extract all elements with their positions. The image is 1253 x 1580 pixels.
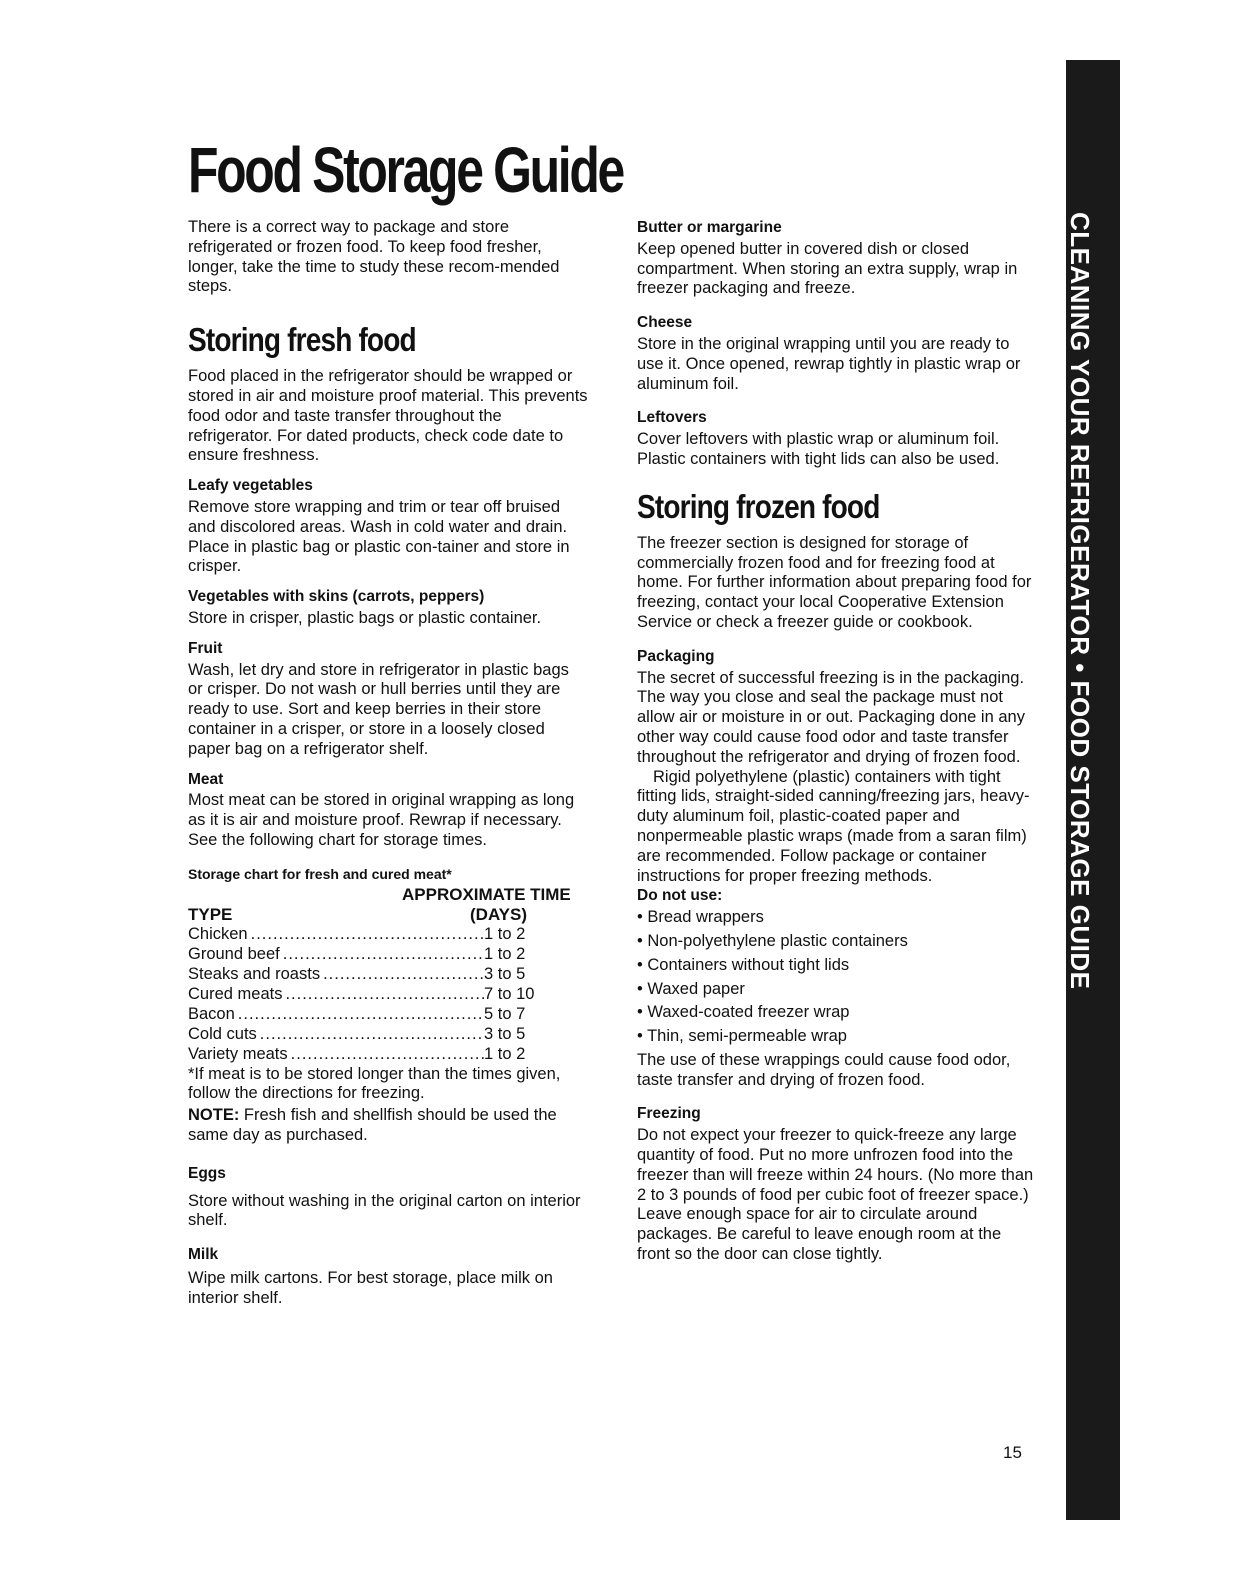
list-item: • Waxed-coated freezer wrap xyxy=(637,1003,1037,1023)
fruit-heading: Fruit xyxy=(188,639,223,657)
do-not-use-list xyxy=(637,908,1037,1047)
chart-title: Storage chart for fresh and cured meat* xyxy=(188,865,452,882)
row-leader-dots xyxy=(282,985,484,1005)
row-type: Chicken xyxy=(188,924,248,943)
row-type: Cured meats xyxy=(188,984,283,1003)
row-days: 3 to 5 xyxy=(484,1024,526,1043)
list-item: • Non-polyethylene plastic containers xyxy=(637,932,1037,952)
note-label: NOTE: xyxy=(188,1106,240,1125)
frozen-food-intro: The freezer section is designed for storage of commercially frozen food and for freezing food at home. For further information about preparing food for freezing, contact your local Cooperative Extension Service or check a freezer guide or cookbook. xyxy=(637,533,1032,631)
row-leader-dots xyxy=(248,925,484,945)
row-days: 3 to 5 xyxy=(484,964,526,983)
page-title: Food Storage Guide xyxy=(188,134,623,206)
note-text: Fresh fish and shellfish should be used the same day as purchased. xyxy=(188,1106,557,1144)
row-leader-dots xyxy=(280,945,484,965)
butter-text: Keep opened butter in covered dish or closed compartment. When storing an extra supply, wrap in freezer packaging and freeze. xyxy=(637,239,1018,298)
table-row xyxy=(188,1025,544,1045)
fresh-food-heading: Storing fresh food xyxy=(188,321,416,359)
packaging-heading: Packaging xyxy=(637,647,715,665)
leftovers-text: Cover leftovers with plastic wrap or aluminum foil. Plastic containers with tight lids can also be used. xyxy=(637,430,1000,468)
chart-footnote: *If meat is to be stored longer than the times given, follow the directions for freezing. xyxy=(188,1064,561,1103)
row-type: Steaks and roasts xyxy=(188,964,321,983)
chart-header-time: APPROXIMATE TIME xyxy=(402,884,571,904)
intro-paragraph: There is a correct way to package and store refrigerated or frozen food. To keep food fresher, longer, take the time to study these recom-mended steps. xyxy=(188,218,560,296)
frozen-food-heading: Storing frozen food xyxy=(637,487,880,525)
cheese-text: Store in the original wrapping until you are ready to use it. Once opened, rewrap tightly in plastic wrap or aluminum foil. xyxy=(637,334,1021,393)
note-paragraph xyxy=(188,1106,588,1146)
skins-vegetables-heading: Vegetables with skins (carrots, peppers) xyxy=(188,588,485,606)
eggs-heading: Eggs xyxy=(188,1164,226,1182)
row-days: 1 to 2 xyxy=(484,924,526,943)
chart-header-type: TYPE xyxy=(188,904,233,924)
table-row xyxy=(188,925,544,945)
table-row xyxy=(188,1045,544,1065)
list-item: • Waxed paper xyxy=(637,980,1037,1000)
row-days: 1 to 2 xyxy=(484,944,526,963)
fresh-food-intro: Food placed in the refrigerator should be wrapped or stored in air and moisture proof material. This prevents food odor and taste transfer throughout the refrigerator. For dated products, check code date to ensure freshness. xyxy=(188,367,588,465)
meat-heading: Meat xyxy=(188,770,224,788)
table-row xyxy=(188,1005,544,1025)
milk-text: Wipe milk cartons. For best storage, place milk on interior shelf. xyxy=(188,1268,553,1307)
fruit-text: Wash, let dry and store in refrigerator in plastic bags or crisper. Do not wash or hull berries until they are ready to use. Sort and keep berries in their store container in a crisper, or store in a loosely closed paper bag on a refrigerator shelf. xyxy=(188,660,569,758)
row-leader-dots xyxy=(235,1005,484,1025)
list-item: • Bread wrappers xyxy=(637,908,1037,928)
leftovers-heading: Leftovers xyxy=(637,409,707,427)
freezing-heading: Freezing xyxy=(637,1105,701,1123)
left-column xyxy=(188,218,588,1308)
right-column xyxy=(637,218,1037,1265)
row-type: Variety meats xyxy=(188,1044,288,1063)
row-type: Ground beef xyxy=(188,944,280,963)
table-row xyxy=(188,965,544,985)
row-days: 5 to 7 xyxy=(484,1004,526,1023)
row-type: Cold cuts xyxy=(188,1024,257,1043)
packaging-recommended-text: Rigid polyethylene (plastic) containers with tight fitting lids, straight-sided canning/freezing jars, heavy-duty aluminum foil, plastic-coated paper and nonpermeable plastic wraps (made from a saran film) are recommended. Follow package or container instructions for proper freezing methods. xyxy=(637,767,1030,885)
do-not-use-label: Do not use: xyxy=(637,887,723,905)
meat-text: Most meat can be stored in original wrapping as long as it is air and moisture proof. Rewrap if necessary. See the following chart for storage times. xyxy=(188,791,575,849)
table-row xyxy=(188,945,544,965)
row-days: 7 to 10 xyxy=(484,984,535,1003)
row-type: Bacon xyxy=(188,1004,235,1023)
row-days: 1 to 2 xyxy=(484,1044,526,1063)
chart-header xyxy=(188,885,588,925)
table-row xyxy=(188,985,544,1005)
row-leader-dots xyxy=(320,965,484,985)
skins-vegetables-text: Store in crisper, plastic bags or plastic container. xyxy=(188,608,542,627)
chart-header-days: (DAYS) xyxy=(470,904,527,924)
meat-storage-chart xyxy=(188,865,588,1104)
wrapping-warning: The use of these wrappings could cause food odor, taste transfer and drying of frozen food. xyxy=(637,1050,1011,1089)
page-number: 15 xyxy=(1003,1443,1022,1462)
leafy-vegetables-text: Remove store wrapping and trim or tear off bruised and discolored areas. Wash in cold water and drain. Place in plastic bag or plastic con-tainer and store in crisper. xyxy=(188,497,570,576)
row-leader-dots xyxy=(288,1045,484,1065)
row-leader-dots xyxy=(257,1025,484,1045)
freezing-text: Do not expect your freezer to quick-freeze any large quantity of food. Put no more unfrozen food into the freezer than will freeze within 24 hours. (No more than 2 to 3 pounds of food per cubic foot of freezer space.) Leave enough space for air to circulate around packages. Be careful to leave enough room at the front so the door can close tightly. xyxy=(637,1126,1034,1264)
list-item: • Thin, semi-permeable wrap xyxy=(637,1027,1037,1047)
list-item: • Containers without tight lids xyxy=(637,956,1037,976)
side-tab-text: CLEANING YOUR REFRIGERATOR • FOOD STORAGE GUIDE xyxy=(1065,212,1095,990)
leafy-vegetables-heading: Leafy vegetables xyxy=(188,477,313,495)
eggs-text: Store without washing in the original carton on interior shelf. xyxy=(188,1191,581,1230)
packaging-text: The secret of successful freezing is in the packaging. The way you close and seal the package must not allow air or moisture in or out. Packaging done in any other way could cause food odor and taste transfer throughout the refrigerator and drying of frozen food. xyxy=(637,668,1025,766)
cheese-heading: Cheese xyxy=(637,314,693,332)
milk-heading: Milk xyxy=(188,1246,219,1264)
butter-heading: Butter or margarine xyxy=(637,219,782,236)
